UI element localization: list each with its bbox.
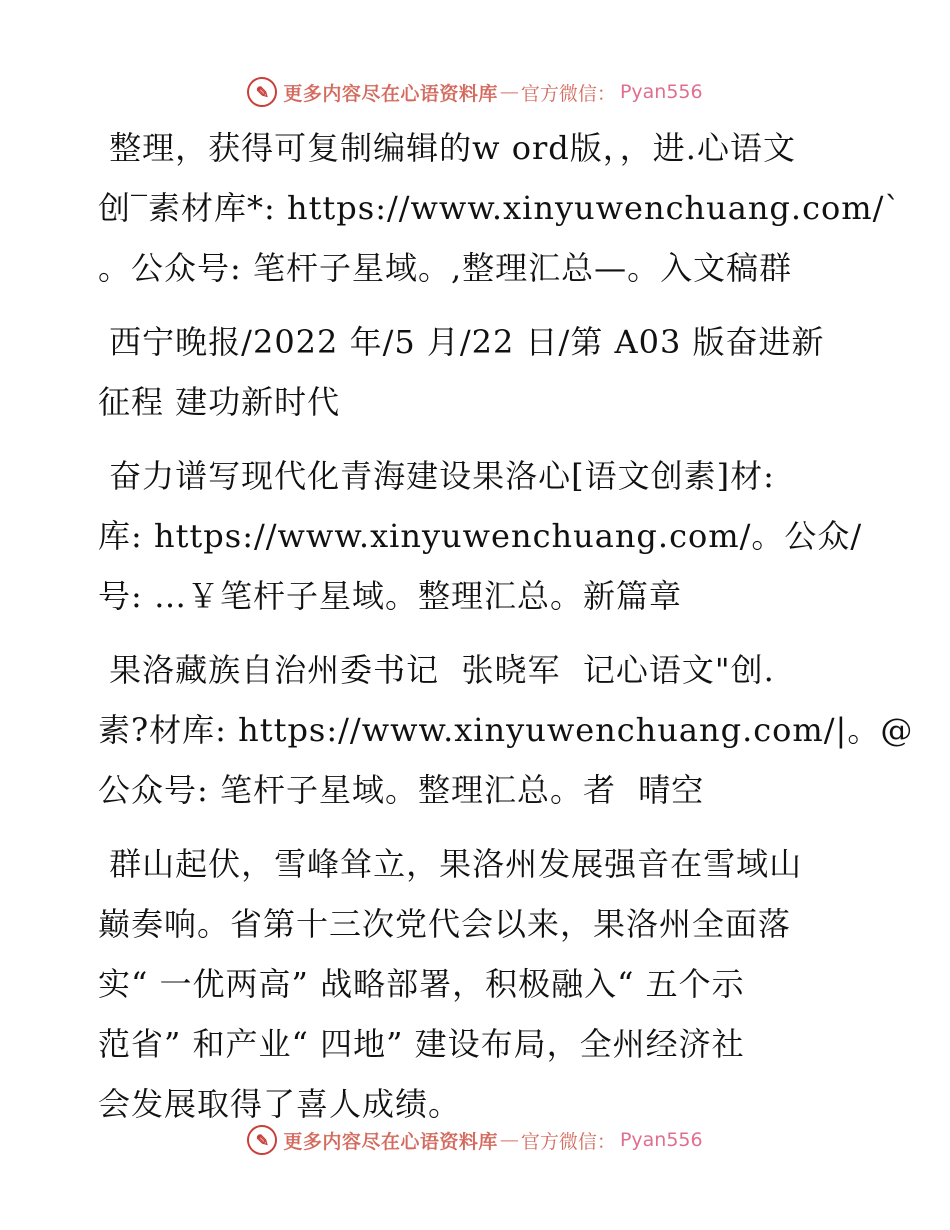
text-line: 库: https://www.xinyuwenchuang.com/。公众/ — [98, 517, 863, 555]
text-line: 素?材库: https://www.xinyuwenchuang.com/|。@ — [98, 711, 914, 749]
watermark-text: 更多内容尽在心语资料库 — [283, 1130, 498, 1153]
paragraph — [98, 834, 858, 1134]
watermark-dash: — — [499, 1129, 519, 1151]
text-line: 公众号: 笔杆子星域。整理汇总。者 晴空 — [98, 771, 705, 809]
watermark-text: 更多内容尽在心语资料库 — [283, 82, 498, 105]
watermark-logo-icon: ✎ — [247, 77, 277, 107]
text-line: 范省” 和产业“ 四地” 建设布局，全州经济社 — [98, 1025, 745, 1063]
watermark-official: 官方微信： — [520, 1130, 616, 1153]
watermark-banner-bottom — [0, 1120, 950, 1160]
text-line: 征程 建功新时代 — [98, 383, 341, 421]
text-line: 果洛藏族自治州委书记 张晓军 记心语文"创. — [98, 651, 775, 689]
watermark-id: Pyan556 — [619, 81, 703, 103]
paragraph — [98, 118, 902, 298]
text-line: 会发展取得了喜人成绩。 — [98, 1085, 462, 1123]
text-line: 西宁晚报/2022 年/5 月/22 日/第 A03 版奋进新 — [98, 323, 825, 361]
watermark-dash: — — [499, 81, 519, 103]
watermark-logo-icon: ✎ — [247, 1125, 277, 1155]
paragraph — [98, 312, 858, 432]
watermark-banner-top — [0, 72, 950, 112]
text-line: 创‾素材库*: https://www.xinyuwenchuang.com/` — [98, 189, 902, 227]
document-body — [98, 118, 914, 1134]
text-line: 实“ 一优两高” 战略部署，积极融入“ 五个示 — [98, 965, 745, 1003]
paragraph — [98, 446, 863, 626]
text-line: 巅奏响。省第十三次党代会以来，果洛州全面落 — [98, 905, 792, 943]
watermark-id: Pyan556 — [619, 1129, 703, 1151]
text-line: 奋力谱写现代化青海建设果洛心[语文创素]材: — [98, 457, 775, 495]
paragraph — [98, 640, 914, 820]
text-line: 号: …￥笔杆子星域。整理汇总。新篇章 — [98, 577, 682, 615]
watermark-official: 官方微信： — [520, 82, 616, 105]
text-line: 。公众号: 笔杆子星域。,整理汇总—。入文稿群 — [98, 249, 793, 287]
text-line: 整理，获得可复制编辑的w ord版，，进.心语文 — [98, 129, 796, 167]
text-line: 群山起伏，雪峰耸立，果洛州发展强音在雪域山 — [98, 845, 803, 883]
